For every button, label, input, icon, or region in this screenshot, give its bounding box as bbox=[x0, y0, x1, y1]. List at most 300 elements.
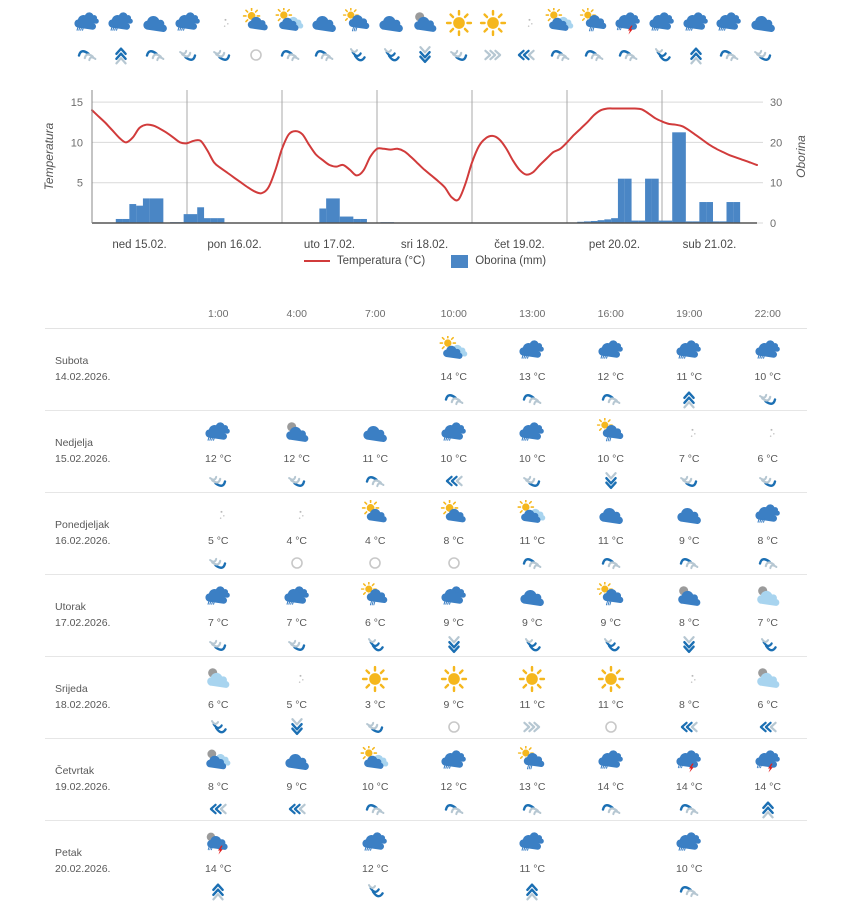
temperature-value: 14 °C bbox=[440, 371, 467, 383]
rain-heavy-icon bbox=[517, 828, 547, 858]
wind-north-strong-icon bbox=[207, 880, 229, 902]
strip-column bbox=[442, 6, 476, 68]
rain-heavy-icon bbox=[674, 336, 704, 366]
temperature-value: 8 °C bbox=[678, 699, 700, 711]
night-clear-icon bbox=[207, 6, 237, 40]
wind-west-medium-icon bbox=[207, 798, 229, 820]
temperature-value: 7 °C bbox=[757, 617, 779, 629]
forecast-cell[interactable] bbox=[336, 657, 415, 738]
forecast-cell[interactable] bbox=[493, 739, 572, 820]
rain-heavy-icon bbox=[72, 6, 102, 40]
temperature-value: 6 °C bbox=[364, 617, 386, 629]
svg-text:10: 10 bbox=[770, 177, 783, 190]
forecast-cell[interactable] bbox=[415, 329, 494, 410]
wind-se-medium-icon bbox=[600, 634, 622, 656]
wind-calm-icon bbox=[443, 552, 465, 574]
wind-sw-light-icon bbox=[521, 552, 543, 574]
wind-calm-icon bbox=[286, 552, 308, 574]
table-row bbox=[45, 739, 807, 821]
forecast-cell[interactable] bbox=[415, 411, 494, 492]
svg-text:5: 5 bbox=[76, 177, 83, 190]
temperature-value: 13 °C bbox=[519, 781, 546, 793]
thunderstorm-grey-icon bbox=[203, 828, 233, 858]
day-name: Četvrtak bbox=[55, 765, 95, 778]
chart-legend bbox=[0, 248, 850, 274]
forecast-cell[interactable] bbox=[179, 739, 258, 820]
temperature-value: 8 °C bbox=[443, 535, 465, 547]
forecast-cell-empty bbox=[336, 329, 415, 410]
temperature-value: 10 °C bbox=[362, 781, 389, 793]
temperature-value: 12 °C bbox=[440, 781, 467, 793]
night-clear-icon bbox=[282, 664, 312, 694]
rain-heavy-icon bbox=[439, 746, 469, 776]
svg-text:0: 0 bbox=[770, 218, 777, 230]
header-time-7: 19:00 bbox=[676, 308, 703, 320]
temperature-value: 10 °C bbox=[519, 453, 546, 465]
forecast-cell[interactable] bbox=[336, 493, 415, 574]
strip-column bbox=[70, 6, 104, 68]
strip-column bbox=[138, 6, 172, 68]
wind-down-strong-icon bbox=[678, 634, 700, 656]
rain-heavy-icon bbox=[517, 418, 547, 448]
temperature-value: 11 °C bbox=[597, 535, 624, 547]
header-time-4: 10:00 bbox=[440, 308, 467, 320]
strip-column bbox=[341, 6, 375, 68]
forecast-cell[interactable] bbox=[650, 657, 729, 738]
wind-ne-light-icon bbox=[207, 552, 229, 574]
wind-west-medium-icon bbox=[286, 798, 308, 820]
sun-cloud-icon bbox=[360, 500, 390, 530]
wind-se-medium-icon bbox=[207, 716, 229, 738]
temperature-value: 9 °C bbox=[443, 699, 465, 711]
forecast-cell[interactable] bbox=[493, 411, 572, 492]
svg-text:Temperatura: Temperatura bbox=[42, 122, 56, 191]
wind-sw-light-icon bbox=[364, 470, 386, 492]
temperature-value: 5 °C bbox=[286, 699, 308, 711]
legend-box-swatch-icon bbox=[451, 255, 468, 268]
legend-item-precipitation bbox=[451, 255, 546, 268]
temperature-value: 11 °C bbox=[597, 699, 624, 711]
svg-text:čet 19.02.: čet 19.02. bbox=[494, 239, 545, 251]
strip-column bbox=[307, 6, 341, 68]
temperature-value: 9 °C bbox=[678, 535, 700, 547]
temperature-value: 6 °C bbox=[757, 453, 779, 465]
header-time-1: 1:00 bbox=[208, 308, 229, 320]
hourly-overview-strip bbox=[70, 6, 780, 70]
wind-sw-light-icon bbox=[600, 388, 622, 410]
table-row bbox=[45, 411, 807, 493]
day-cell bbox=[45, 821, 179, 902]
day-cell bbox=[45, 329, 179, 410]
wind-ne-light-icon bbox=[364, 716, 386, 738]
wind-sw-light-icon bbox=[279, 42, 301, 68]
day-name: Srijeda bbox=[55, 683, 88, 696]
temperature-value: 9 °C bbox=[443, 617, 465, 629]
svg-text:20: 20 bbox=[770, 137, 783, 150]
forecast-cell[interactable] bbox=[493, 821, 572, 902]
night-clear-icon bbox=[753, 418, 783, 448]
strip-column bbox=[712, 6, 746, 68]
strip-column bbox=[273, 6, 307, 68]
forecast-cell[interactable] bbox=[493, 657, 572, 738]
cloudy-light-icon bbox=[753, 664, 783, 694]
sun-cloud-light-icon bbox=[545, 6, 575, 40]
sunny-icon bbox=[478, 6, 508, 40]
forecast-cell[interactable] bbox=[729, 657, 808, 738]
wind-west-medium-icon bbox=[757, 716, 779, 738]
svg-text:10: 10 bbox=[70, 137, 83, 150]
strip-column bbox=[205, 6, 239, 68]
temperature-value: 9 °C bbox=[286, 781, 308, 793]
cloudy-light-icon bbox=[203, 664, 233, 694]
temperature-value: 12 °C bbox=[597, 371, 624, 383]
legend-label-temperature: Temperatura (°C) bbox=[336, 255, 426, 267]
forecast-cell-empty bbox=[572, 821, 651, 902]
table-row bbox=[45, 657, 807, 739]
sun-cloud-light-icon bbox=[360, 746, 390, 776]
wind-ne-light-icon bbox=[177, 42, 199, 68]
svg-text:pon 16.02.: pon 16.02. bbox=[207, 239, 262, 251]
header-time-6: 16:00 bbox=[597, 308, 624, 320]
temperature-value: 11 °C bbox=[519, 699, 546, 711]
forecast-cell-empty bbox=[258, 821, 337, 902]
cloudy-icon bbox=[748, 6, 778, 40]
forecast-cell[interactable] bbox=[258, 739, 337, 820]
temperature-value: 5 °C bbox=[207, 535, 229, 547]
sunny-icon bbox=[439, 664, 469, 694]
wind-calm-icon bbox=[245, 42, 267, 68]
day-date: 17.02.2026. bbox=[55, 616, 111, 629]
wind-north-strong-icon bbox=[678, 388, 700, 410]
temperature-value: 14 °C bbox=[676, 781, 703, 793]
header-time-2: 4:00 bbox=[286, 308, 307, 320]
strip-column bbox=[611, 6, 645, 68]
svg-text:Oborina: Oborina bbox=[794, 135, 808, 178]
rain-heavy-icon bbox=[360, 828, 390, 858]
temperature-value: 14 °C bbox=[754, 781, 781, 793]
wind-west-medium-icon bbox=[443, 470, 465, 492]
table-body bbox=[45, 329, 807, 902]
temperature-value: 11 °C bbox=[519, 535, 546, 547]
wind-sw-light-icon bbox=[678, 552, 700, 574]
temperature-value: 11 °C bbox=[362, 453, 389, 465]
temperature-value: 8 °C bbox=[207, 781, 229, 793]
forecast-cell-empty bbox=[729, 821, 808, 902]
forecast-cell[interactable] bbox=[572, 411, 651, 492]
wind-ne-light-icon bbox=[211, 42, 233, 68]
header-time-5: 13:00 bbox=[519, 308, 546, 320]
temperature-value: 12 °C bbox=[283, 453, 310, 465]
forecast-cell[interactable] bbox=[415, 493, 494, 574]
day-cell bbox=[45, 657, 179, 738]
legend-item-temperature bbox=[304, 255, 425, 267]
day-name: Ponedjeljak bbox=[55, 519, 110, 532]
temperature-value: 10 °C bbox=[676, 863, 703, 875]
temperature-value: 7 °C bbox=[678, 453, 700, 465]
temperature-value: 7 °C bbox=[286, 617, 308, 629]
sun-rain-icon bbox=[596, 418, 626, 448]
rain-heavy-icon bbox=[439, 582, 469, 612]
wind-west-medium-icon bbox=[515, 42, 537, 68]
forecast-cell[interactable] bbox=[493, 329, 572, 410]
forecast-cell[interactable] bbox=[572, 329, 651, 410]
cloudy-icon bbox=[596, 500, 626, 530]
table-row bbox=[45, 329, 807, 411]
svg-text:sub 21.02.: sub 21.02. bbox=[682, 239, 737, 251]
forecast-cell[interactable] bbox=[415, 575, 494, 656]
legend-line-swatch-icon bbox=[304, 260, 330, 262]
wind-sw-light-icon bbox=[521, 798, 543, 820]
cloudy-icon bbox=[140, 6, 170, 40]
strip-column bbox=[408, 6, 442, 68]
wind-sw-light-icon bbox=[678, 880, 700, 902]
strip-column bbox=[171, 6, 205, 68]
wind-north-strong-icon bbox=[757, 798, 779, 820]
wind-calm-icon bbox=[443, 716, 465, 738]
forecast-cell[interactable] bbox=[650, 329, 729, 410]
sunny-icon bbox=[596, 664, 626, 694]
forecast-cell[interactable] bbox=[572, 739, 651, 820]
wind-ne-light-icon bbox=[757, 470, 779, 492]
wind-ne-light-icon bbox=[207, 634, 229, 656]
table-header-row bbox=[45, 300, 807, 329]
forecast-cell[interactable] bbox=[336, 411, 415, 492]
wind-down-strong-icon bbox=[600, 470, 622, 492]
wind-east-medium-icon bbox=[521, 716, 543, 738]
rain-heavy-icon bbox=[439, 418, 469, 448]
rain-heavy-icon bbox=[753, 500, 783, 530]
day-name: Utorak bbox=[55, 601, 86, 614]
table-row bbox=[45, 493, 807, 575]
forecast-cell[interactable] bbox=[179, 657, 258, 738]
sun-rain-icon bbox=[342, 6, 372, 40]
forecast-cell-empty bbox=[179, 329, 258, 410]
wind-north-strong-icon bbox=[110, 42, 132, 68]
rain-heavy-icon bbox=[596, 336, 626, 366]
forecast-cell[interactable] bbox=[258, 411, 337, 492]
forecast-cell[interactable] bbox=[258, 493, 337, 574]
cloudy-icon bbox=[282, 746, 312, 776]
wind-sw-light-icon bbox=[443, 798, 465, 820]
temperature-value: 9 °C bbox=[600, 617, 622, 629]
forecast-cell[interactable] bbox=[650, 575, 729, 656]
forecast-cell[interactable] bbox=[729, 739, 808, 820]
wind-se-medium-icon bbox=[364, 880, 386, 902]
forecast-cell[interactable] bbox=[650, 493, 729, 574]
forecast-cell[interactable] bbox=[650, 739, 729, 820]
cloudy-icon bbox=[376, 6, 406, 40]
day-date: 18.02.2026. bbox=[55, 698, 111, 711]
wind-sw-light-icon bbox=[443, 388, 465, 410]
thunderstorm-icon bbox=[753, 746, 783, 776]
strip-column bbox=[239, 6, 273, 68]
rain-heavy-icon bbox=[596, 746, 626, 776]
svg-text:sri 18.02.: sri 18.02. bbox=[400, 239, 449, 251]
wind-sw-light-icon bbox=[600, 552, 622, 574]
wind-sw-light-icon bbox=[718, 42, 740, 68]
temperature-value: 12 °C bbox=[205, 453, 232, 465]
header-time-3: 7:00 bbox=[365, 308, 386, 320]
cloudy-icon bbox=[309, 6, 339, 40]
temperature-value: 11 °C bbox=[519, 863, 546, 875]
forecast-cell[interactable] bbox=[493, 493, 572, 574]
day-date: 16.02.2026. bbox=[55, 534, 111, 547]
strip-column bbox=[374, 6, 408, 68]
forecast-cell[interactable] bbox=[650, 821, 729, 902]
hourly-forecast-table bbox=[45, 300, 807, 902]
strip-column bbox=[645, 6, 679, 68]
temperature-value: 4 °C bbox=[364, 535, 386, 547]
rain-heavy-icon bbox=[674, 828, 704, 858]
wind-se-medium-icon bbox=[346, 42, 368, 68]
forecast-cell[interactable] bbox=[179, 821, 258, 902]
strip-column bbox=[577, 6, 611, 68]
forecast-cell[interactable] bbox=[179, 493, 258, 574]
wind-calm-icon bbox=[364, 552, 386, 574]
temperature-value: 13 °C bbox=[519, 371, 546, 383]
wind-calm-icon bbox=[600, 716, 622, 738]
cloudy-icon bbox=[517, 582, 547, 612]
temperature-value: 14 °C bbox=[205, 863, 232, 875]
forecast-cell[interactable] bbox=[729, 575, 808, 656]
temperature-value: 10 °C bbox=[754, 371, 781, 383]
temperature-value: 6 °C bbox=[757, 699, 779, 711]
day-cell bbox=[45, 411, 179, 492]
forecast-cell[interactable] bbox=[572, 493, 651, 574]
forecast-cell[interactable] bbox=[493, 575, 572, 656]
wind-down-strong-icon bbox=[286, 716, 308, 738]
wind-se-medium-icon bbox=[651, 42, 673, 68]
forecast-cell[interactable] bbox=[415, 739, 494, 820]
wind-ne-light-icon bbox=[286, 634, 308, 656]
wind-ne-light-icon bbox=[207, 470, 229, 492]
forecast-cell[interactable] bbox=[415, 657, 494, 738]
rain-heavy-icon bbox=[753, 336, 783, 366]
day-cell bbox=[45, 575, 179, 656]
cloudy-grey-icon bbox=[674, 582, 704, 612]
sun-cloud-light-icon bbox=[275, 6, 305, 40]
rain-heavy-icon bbox=[106, 6, 136, 40]
night-clear-icon bbox=[511, 6, 541, 40]
temperature-value: 9 °C bbox=[521, 617, 543, 629]
rain-heavy-icon bbox=[203, 582, 233, 612]
wind-ne-light-icon bbox=[448, 42, 470, 68]
wind-ne-light-icon bbox=[757, 388, 779, 410]
sun-cloud-light-icon bbox=[517, 500, 547, 530]
wind-sw-light-icon bbox=[549, 42, 571, 68]
day-date: 14.02.2026. bbox=[55, 370, 111, 383]
forecast-cell[interactable] bbox=[336, 575, 415, 656]
forecast-cell[interactable] bbox=[650, 411, 729, 492]
svg-text:ned 15.02.: ned 15.02. bbox=[112, 239, 167, 251]
strip-column bbox=[679, 6, 713, 68]
wind-sw-light-icon bbox=[521, 388, 543, 410]
wind-east-medium-icon bbox=[482, 42, 504, 68]
day-date: 15.02.2026. bbox=[55, 452, 111, 465]
forecast-cell[interactable] bbox=[729, 411, 808, 492]
wind-sw-light-icon bbox=[583, 42, 605, 68]
sunny-icon bbox=[517, 664, 547, 694]
svg-text:pet 20.02.: pet 20.02. bbox=[588, 239, 641, 251]
forecast-cell[interactable] bbox=[729, 329, 808, 410]
thunderstorm-icon bbox=[674, 746, 704, 776]
rain-heavy-icon bbox=[282, 582, 312, 612]
forecast-cell[interactable] bbox=[336, 821, 415, 902]
wind-ne-light-icon bbox=[752, 42, 774, 68]
wind-sw-light-icon bbox=[144, 42, 166, 68]
wind-down-strong-icon bbox=[443, 634, 465, 656]
temperature-value: 10 °C bbox=[597, 453, 624, 465]
day-name: Petak bbox=[55, 847, 82, 860]
temperature-value: 10 °C bbox=[440, 453, 467, 465]
strip-column bbox=[104, 6, 138, 68]
forecast-cell[interactable] bbox=[572, 657, 651, 738]
cloudy-grey-light-icon bbox=[203, 746, 233, 776]
wind-ne-light-icon bbox=[286, 470, 308, 492]
forecast-cell-empty bbox=[258, 329, 337, 410]
forecast-cell[interactable] bbox=[729, 493, 808, 574]
wind-sw-light-icon bbox=[757, 552, 779, 574]
wind-se-medium-icon bbox=[364, 634, 386, 656]
wind-se-medium-icon bbox=[757, 634, 779, 656]
cloudy-icon bbox=[360, 418, 390, 448]
wind-down-strong-icon bbox=[414, 42, 436, 68]
wind-ne-light-icon bbox=[678, 470, 700, 492]
sunny-icon bbox=[360, 664, 390, 694]
day-cell bbox=[45, 739, 179, 820]
wind-ne-light-icon bbox=[521, 470, 543, 492]
forecast-cell[interactable] bbox=[336, 739, 415, 820]
wind-sw-light-icon bbox=[364, 798, 386, 820]
sun-rain-icon bbox=[517, 746, 547, 776]
day-name: Nedjelja bbox=[55, 437, 93, 450]
temperature-value: 3 °C bbox=[364, 699, 386, 711]
strip-column bbox=[476, 6, 510, 68]
forecast-cell[interactable] bbox=[572, 575, 651, 656]
svg-text:uto 17.02.: uto 17.02. bbox=[303, 239, 356, 251]
forecast-cell[interactable] bbox=[258, 657, 337, 738]
forecast-cell[interactable] bbox=[179, 575, 258, 656]
cloudy-light-icon bbox=[753, 582, 783, 612]
wind-north-strong-icon bbox=[521, 880, 543, 902]
wind-sw-light-icon bbox=[600, 798, 622, 820]
temperature-value: 8 °C bbox=[757, 535, 779, 547]
wind-sw-light-icon bbox=[76, 42, 98, 68]
forecast-cell[interactable] bbox=[179, 411, 258, 492]
sun-rain-icon bbox=[360, 582, 390, 612]
temperature-value: 14 °C bbox=[597, 781, 624, 793]
rain-heavy-icon bbox=[647, 6, 677, 40]
temperature-value: 4 °C bbox=[286, 535, 308, 547]
header-time-8: 22:00 bbox=[754, 308, 781, 320]
sun-rain-icon bbox=[579, 6, 609, 40]
temperature-value: 8 °C bbox=[678, 617, 700, 629]
wind-sw-light-icon bbox=[617, 42, 639, 68]
thunderstorm-icon bbox=[613, 6, 643, 40]
night-clear-icon bbox=[674, 418, 704, 448]
sun-cloud-light-icon bbox=[439, 336, 469, 366]
cloudy-grey-icon bbox=[282, 418, 312, 448]
forecast-cell-empty bbox=[415, 821, 494, 902]
table-row bbox=[45, 575, 807, 657]
svg-text:15: 15 bbox=[70, 97, 83, 110]
svg-text:30: 30 bbox=[770, 97, 783, 110]
cloudy-grey-icon bbox=[410, 6, 440, 40]
strip-column bbox=[746, 6, 780, 68]
forecast-cell[interactable] bbox=[258, 575, 337, 656]
wind-se-medium-icon bbox=[380, 42, 402, 68]
cloudy-icon bbox=[674, 500, 704, 530]
